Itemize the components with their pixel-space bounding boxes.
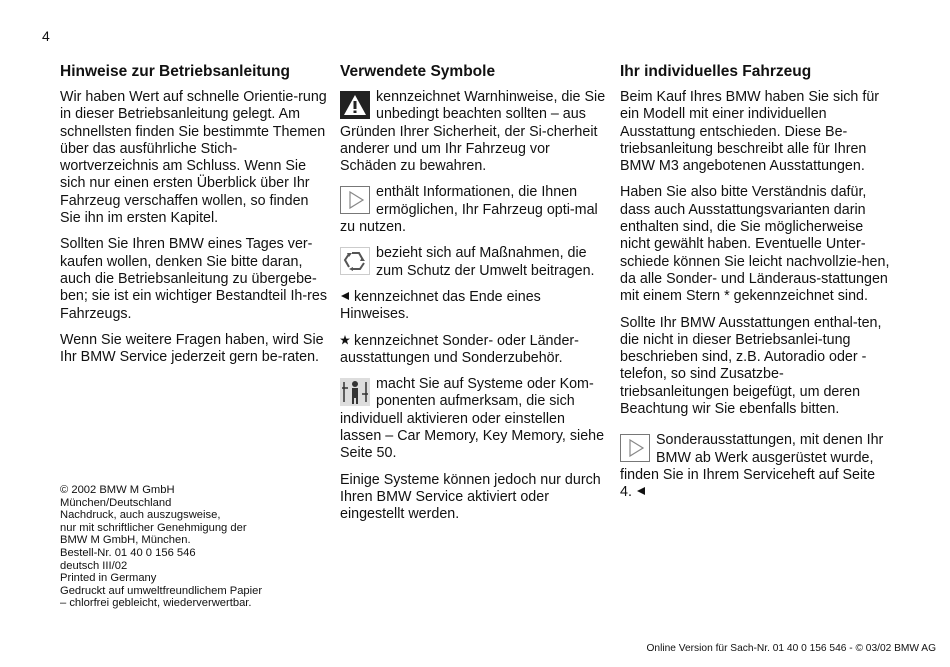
page-number: 4 — [42, 28, 50, 44]
info-note-entry — [620, 432, 890, 501]
symbol-service-entry — [340, 376, 610, 462]
imprint-line: Bestell-Nr. 01 40 0 156 546 — [60, 546, 196, 559]
imprint-line: – chlorfrei gebleicht, wiederverwertbar. — [60, 597, 252, 610]
star-icon — [340, 333, 354, 350]
paragraph-service-activation: Einige Systeme können jedoch nur durch Ihren BMW Service aktiviert oder eingestellt werden. — [340, 471, 601, 523]
column-operating-notes — [60, 62, 330, 375]
symbol-warning-entry — [340, 89, 610, 175]
personalization-icon — [340, 378, 370, 406]
info-triangle-icon — [620, 434, 650, 462]
imprint-line: deutsch III/02 — [60, 559, 128, 572]
paragraph-purchase: Beim Kauf Ihres BMW haben Sie sich für ein Modell mit einer individuellen Ausstattung entschieden. Diese Be-triebsanleitung beschreibt alle für Ihren BMW M3 angebotenen Ausstattungen. — [620, 89, 880, 175]
symbol-environment-text: bezieht sich auf Maßnahmen, die zum Schutz der Umwelt beitragen. — [376, 245, 595, 279]
symbol-end-entry — [340, 289, 610, 324]
paragraph-questions: Wenn Sie weitere Fragen haben, wird Sie Ihr BMW Service jederzeit gern be-raten. — [60, 331, 324, 366]
imprint-line: nur mit schriftlicher Genehmigung der — [60, 521, 247, 534]
symbol-warning-text: kennzeichnet Warnhinweise, die Sie unbedingt beachten sollten – aus Gründen Ihrer Sicherheit, der Si-cherheit anderer und um Ihr Fahrzeug vor Schäden zu bewahren. — [340, 89, 606, 175]
recycling-icon — [340, 247, 370, 275]
symbol-end-text: kennzeichnet das Ende eines Hinweises. — [340, 288, 541, 323]
imprint-line: Nachdruck, auch auszugsweise, — [60, 509, 221, 522]
info-triangle-icon — [340, 186, 370, 214]
symbol-info-entry — [340, 184, 610, 236]
column-individual-vehicle — [620, 62, 890, 511]
heading-individual-vehicle: Ihr individuelles Fahrzeug — [620, 63, 812, 80]
symbol-environment-entry — [340, 245, 610, 280]
symbol-star-entry — [340, 333, 610, 368]
heading-symbols: Verwendete Symbole — [340, 63, 496, 80]
end-triangle-icon — [340, 289, 354, 306]
heading-operating-notes: Hinweise zur Betriebsanleitung — [60, 63, 290, 80]
paragraph-selling: Sollten Sie Ihren BMW eines Tages ver-kaufen wollen, denken Sie bitte daran, auch die Betriebsanleitung zu übergebe-ben; sie ist ein wichtiger Bestandteil Ih-res Fahrzeugs. — [60, 236, 328, 322]
paragraph-orientation: Wir haben Wert auf schnelle Orientie-rung in dieser Betriebsanleitung gelegt. Am schnellsten finden Sie bestimmte Themen über das ausführliche Stich-wortverzeichnis am Schluss. Wenn Sie sich nur einen ersten Überblick über Ihr Fahrzeug verschaffen wollen, so finden Sie ihn im ersten Kapitel. — [60, 89, 327, 227]
info-note-text: Sonderausstattungen, mit denen Ihr BMW ab Werk ausgerüstet wurde, finden Sie in Ihrem Serviceheft auf Seite 4. — [620, 432, 884, 501]
imprint-line: BMW M GmbH, München. — [60, 534, 191, 547]
imprint-line: Printed in Germany — [60, 572, 157, 585]
imprint — [60, 484, 320, 610]
imprint-line: Gedruckt auf umweltfreundlichem Papier — [60, 584, 263, 597]
symbol-star-text: kennzeichnet Sonder- oder Länder-ausstattungen und Sonderzubehör. — [340, 332, 579, 366]
imprint-line: © 2002 BMW M GmbH — [60, 484, 175, 496]
end-triangle-icon — [636, 484, 646, 500]
imprint-line: München/Deutschland — [60, 496, 172, 509]
footer-online-version: Online Version für Sach-Nr. 01 40 0 156 546 - © 03/02 BMW AG — [646, 643, 936, 654]
paragraph-understanding: Haben Sie also bitte Verständnis dafür, dass auch Ausstattungsvarianten darin enthalten sind, die Sie möglicherweise nicht gewählt haben. Eventuelle Unter-schiede können Sie leicht nachvollzie-hen, da alle Sonder- und Länderaus-stattungen mit einem Stern * gekennzeichnet sind. — [620, 184, 890, 305]
symbol-service-text: macht Sie auf Systeme oder Kom-ponenten aufmerksam, die sich individuell aktivieren oder einstellen lassen – Car Memory, Key Memory, siehe Seite 50. — [340, 376, 605, 462]
column-symbols — [340, 62, 610, 533]
symbol-info-text: enthält Informationen, die Ihnen ermöglichen, Ihr Fahrzeug opti-mal zu nutzen. — [340, 184, 598, 236]
paragraph-additional-manuals: Sollte Ihr BMW Ausstattungen enthal-ten, die nicht in dieser Betriebsanlei-tung beschrieben sind, z.B. Autoradio oder -telefon, so sind Zusatzbe-triebsanleitungen beigefügt, um deren Beachtung wir Sie ebenfalls bitten. — [620, 314, 882, 418]
warning-icon — [340, 91, 370, 119]
